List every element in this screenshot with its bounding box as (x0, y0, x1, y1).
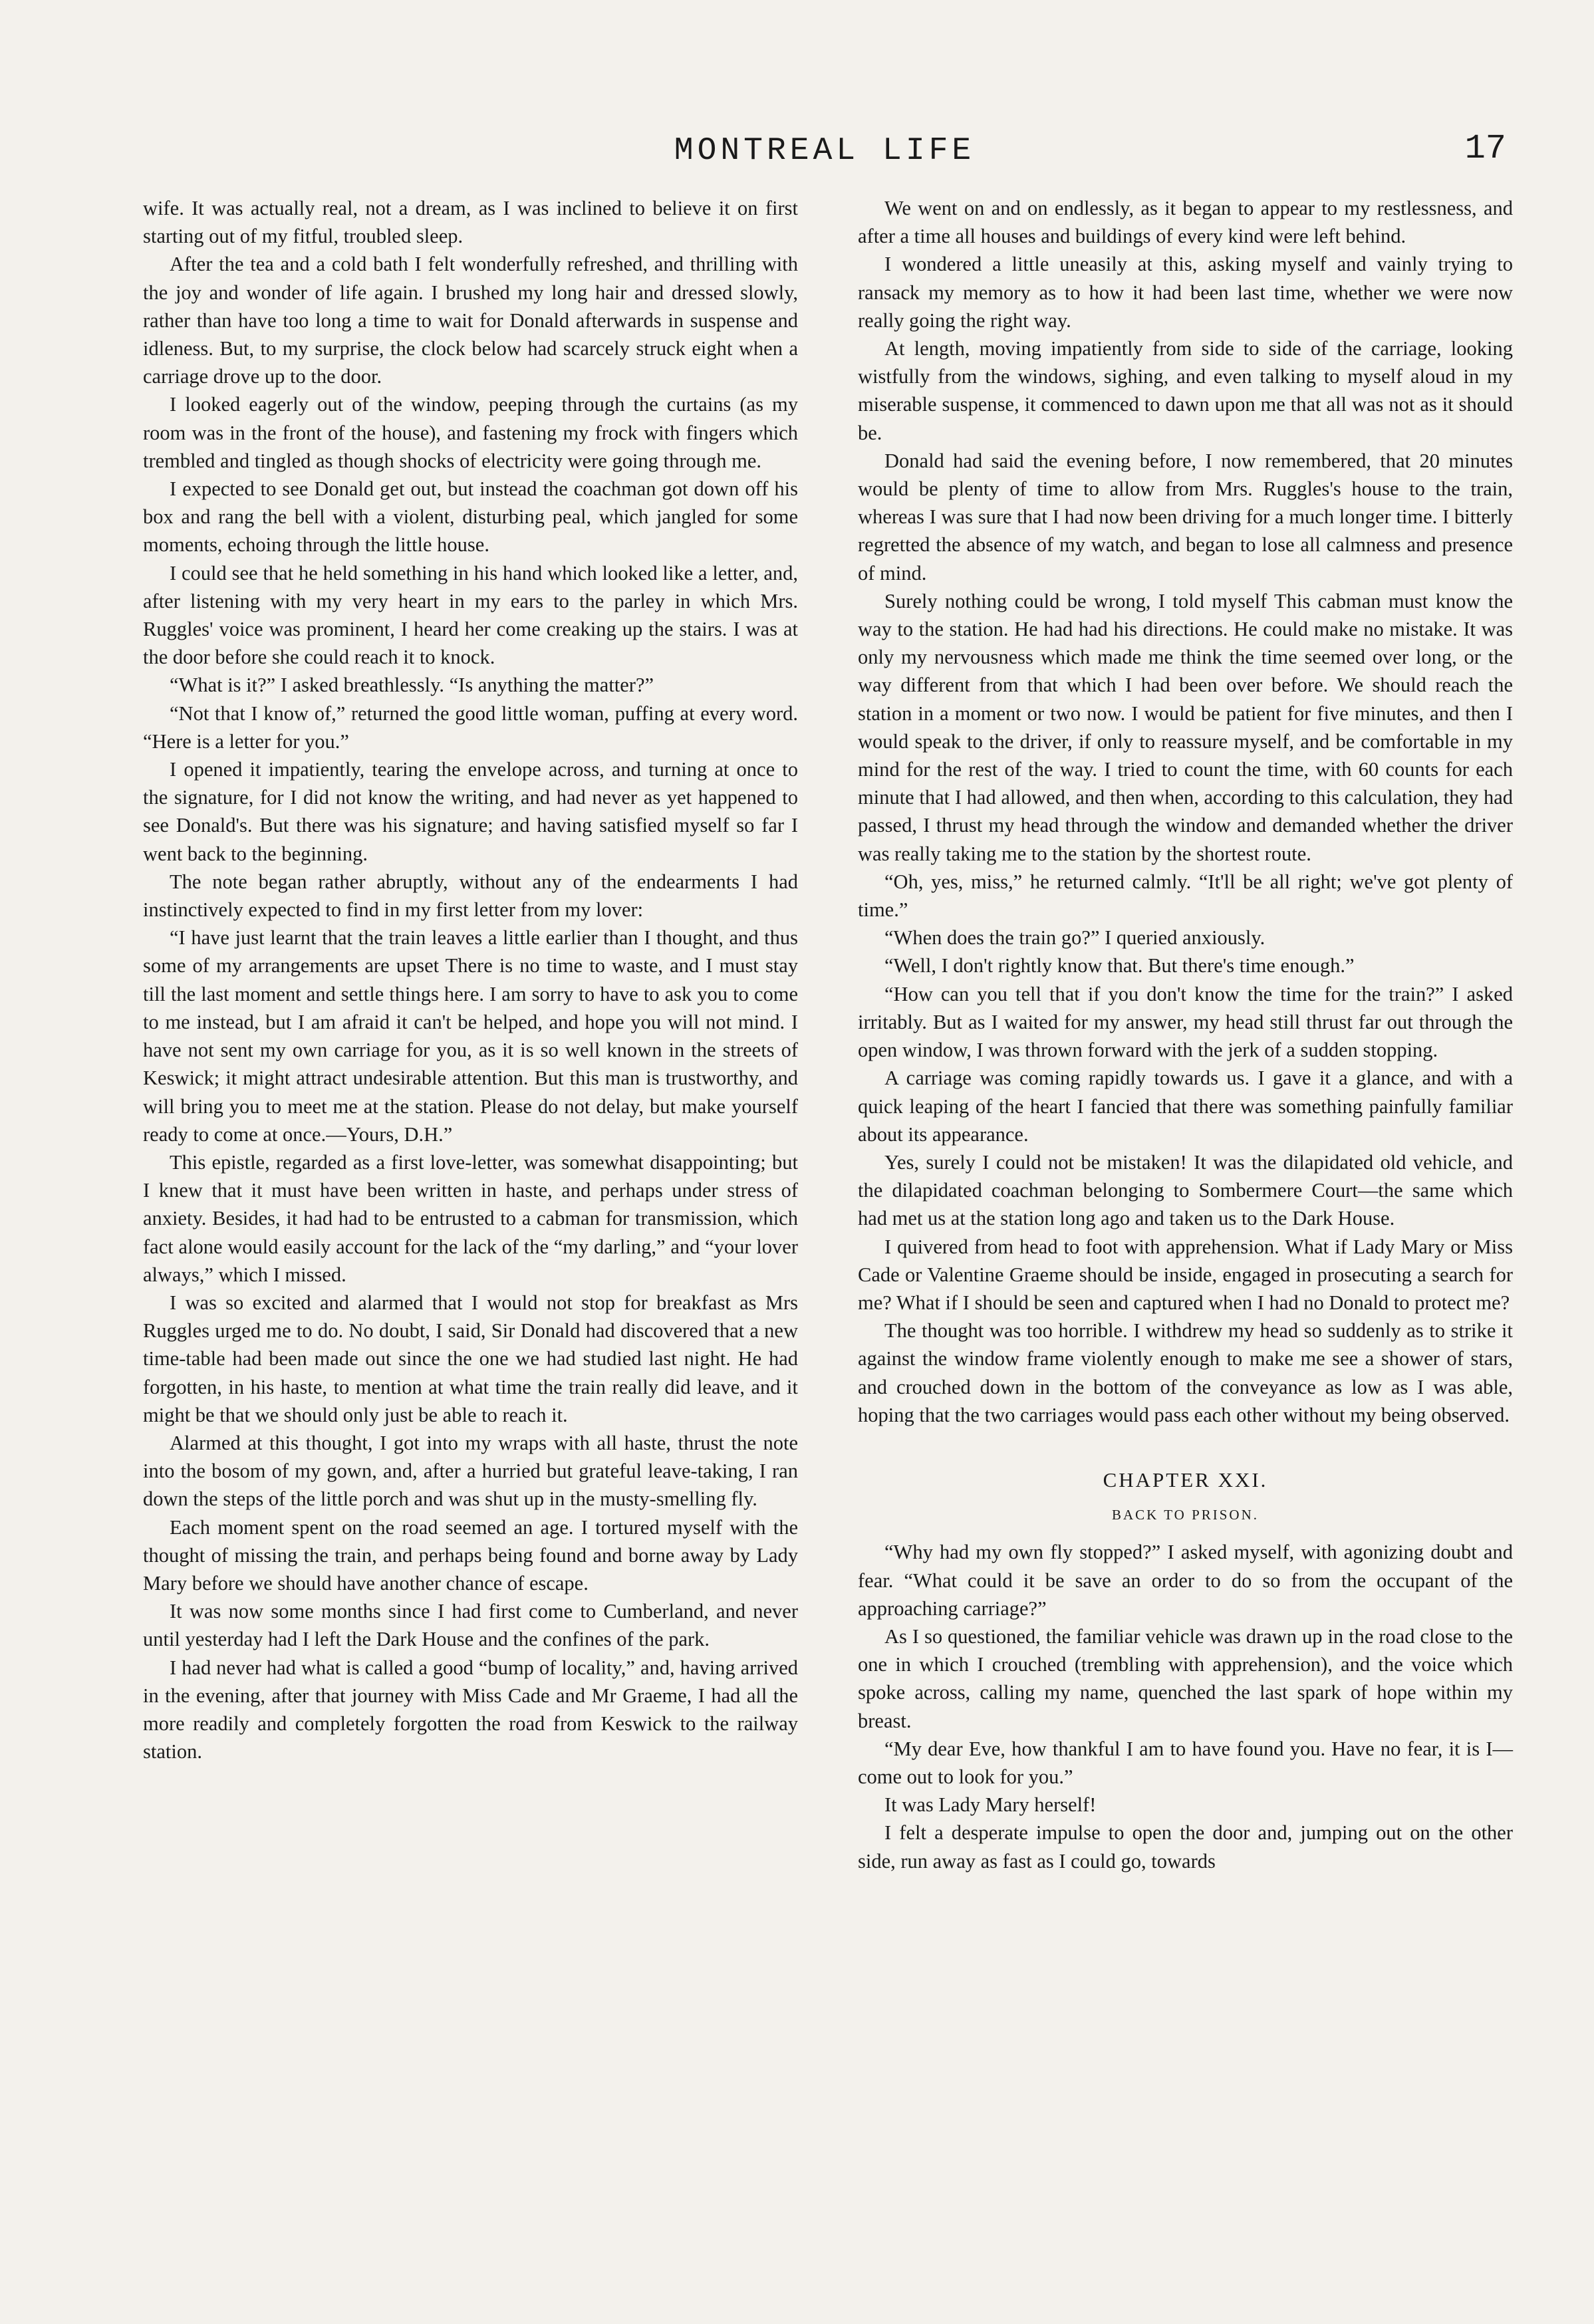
paragraph: “Oh, yes, miss,” he returned calmly. “It'll be all right; we've got plenty of time.” (858, 870, 1513, 922)
paragraph: I wondered a little uneasily at this, asking myself and vainly trying to ransack my memory as to how it had been last time, whether we were now really going the right way. (858, 253, 1513, 332)
paragraph: It was Lady Mary herself! (884, 1793, 1097, 1817)
paragraph: “My dear Eve, how thankful I am to have found you. Have no fear, it is I—come out to look for you.” (858, 1737, 1513, 1788)
page-header (140, 126, 1510, 180)
paragraph: I expected to see Donald get out, but instead the coachman got down off his box and rang the bell with a violent, disturbing peal, which jangled for some moments, echoing through the little house. (143, 477, 798, 557)
paragraph: It was now some months since I had first come to Cumberland, and never until yesterday had I left the Dark House and the confines of the park. (143, 1600, 798, 1651)
paragraph: The thought was too horrible. I withdrew my head so suddenly as to strike it against the window frame violently enough to make me see a shower of stars, and crouched down in the bottom of the conveyance as low as I was able, hoping that the two carriages would pass each other without my being observed. (858, 1319, 1513, 1426)
paragraph: “When does the train go?” I queried anxiously. (884, 926, 1265, 950)
paragraph: “Not that I know of,” returned the good little woman, puffing at every word. “Here is a letter for you.” (143, 702, 798, 753)
paragraph: “What is it?” I asked breathlessly. “Is anything the matter?” (170, 674, 654, 697)
page-number: 17 (1464, 129, 1506, 168)
paragraph: “Why had my own fly stopped?” I asked myself, with agonizing doubt and fear. “What could it be save an order to do so from the occupant of the approaching carriage?” (858, 1541, 1513, 1620)
paragraph: Alarmed at this thought, I got into my wraps with all haste, thrust the note into the bosom of my gown, and, after a hurried but grateful leave-taking, I ran down the steps of the little porch and was shut up in the musty-smelling fly. (143, 1431, 798, 1511)
paragraph: Yes, surely I could not be mistaken! It was the dilapidated old vehicle, and the dilapidated coachman belonging to Sombermere Court—the same which had met us at the station long ago and taken us to the Dark House. (858, 1150, 1513, 1230)
running-title: MONTREAL LIFE (674, 133, 976, 169)
left-column (143, 194, 798, 1765)
paragraph: I was so excited and alarmed that I would not stop for breakfast as Mrs Ruggles urged me to do. No doubt, I said, Sir Donald had discovered that a new time-table had been made out since the one we had studied last night. He had forgotten, in his haste, to mention at what time the train really did leave, and it might be that we should only just be able to reach it. (143, 1291, 798, 1426)
paragraph: I looked eagerly out of the window, peeping through the curtains (as my room was in the front of the house), and fastening my frock with fingers which trembled and tingled as though shocks of electricity were going through me. (143, 393, 798, 472)
paragraph: I quivered from head to foot with apprehension. What if Lady Mary or Miss Cade or Valentine Graeme should be inside, engaged in prosecuting a search for me? What if I should be seen and captured when I had no Donald to protect me? (858, 1235, 1513, 1314)
paragraph: “Well, I don't rightly know that. But there's time enough.” (884, 954, 1355, 977)
paragraph: wife. It was actually real, not a dream, as I was inclined to believe it on first starting out of my fitful, troubled sleep. (143, 197, 798, 248)
paragraph: Each moment spent on the road seemed an age. I tortured myself with the thought of missing the train, and perhaps being found and borne away by Lady Mary before we should have another chance of escape. (143, 1515, 798, 1595)
paragraph: I opened it impatiently, tearing the envelope across, and turning at once to the signature, for I did not know the writing, and had never as yet happened to see Donald's. But there was his signature; and having satisfied myself so far I went back to the beginning. (143, 758, 798, 865)
chapter-subtitle: BACK TO PRISON. (1111, 1507, 1260, 1523)
paragraph: This epistle, regarded as a first love-letter, was somewhat disappointing; but I knew that it must have been written in haste, and perhaps under stress of anxiety. Besides, it had had to be entrusted to a cabman for transmission, which fact alone would easily account for the lack of the “my darling,” and “your lover always,” which I missed. (143, 1150, 798, 1286)
paragraph: After the tea and a cold bath I felt wonderfully refreshed, and thrilling with the joy and wonder of life again. I brushed my long hair and dressed slowly, rather than have too long a time to wait for Donald afterwards in suspense and idleness. But, to my surprise, the clock below had scarcely struck eight when a carriage drove up to the door. (143, 253, 798, 388)
paragraph: “How can you tell that if you don't know the time for the train?” I asked irritably. But as I waited for my answer, my head still thrust far out through the open window, I was thrown forward with the jerk of a sudden stopping. (858, 982, 1513, 1062)
paragraph: A carriage was coming rapidly towards us. I gave it a glance, and with a quick leaping of the heart I fancied that there was something painfully familiar about its appearance. (858, 1067, 1513, 1146)
paragraph: We went on and on endlessly, as it began to appear to my restlessness, and after a time all houses and buildings of every kind were left behind. (858, 197, 1513, 248)
paragraph: As I so questioned, the familiar vehicle was drawn up in the road close to the one in which I crouched (trembling with apprehension), and the voice which spoke across, calling my name, quenched the last spark of hope within my breast. (858, 1624, 1513, 1732)
paragraph: I felt a desperate impulse to open the door and, jumping out on the other side, run away as fast as I could go, towards (858, 1821, 1513, 1872)
paragraph: At length, moving impatiently from side to side of the carriage, looking wistfully from the windows, sighing, and even talking to myself aloud in my miserable suspense, it commenced to dawn upon me that all was not as it should be. (858, 337, 1513, 444)
paragraph: Donald had said the evening before, I now remembered, that 20 minutes would be plenty of time to allow from Mrs. Ruggles's house to the train, whereas I was sure that I had now been driving for a much longer time. I bitterly regretted the absence of my watch, and began to lose all calmness and presence of mind. (858, 449, 1513, 584)
paragraph: “I have just learnt that the train leaves a little earlier than I thought, and thus some of my arrangements are upset There is no time to waste, and I must stay till the last moment and settle things here. I am sorry to have to ask you to come to me instead, but I am afraid it can't be helped, and hope you will not mind. I have not sent my own carriage for you, as it is so well known in the streets of Keswick; it might attract undesirable attention. But this man is trustworthy, and will bring you to meet me at the station. Please do not delay, but make yourself ready to come at once.—Yours, D.H.” (143, 926, 798, 1146)
paragraph: Surely nothing could be wrong, I told myself This cabman must know the way to the station. He had had his directions. He could make no mistake. It was only my nervousness which made me think the time seemed over long, or the way different from that which I had been over before. We should reach the station in a moment or two now. I would be patient for five minutes, and then I would speak to the driver, if only to reassure myself, and be comfortable in my mind for the rest of the way. I tried to count the time, with 60 counts for each minute that I had allowed, and then when, according to this calculation, they had passed, I thrust my head through the window and demanded whether the driver was really taking me to the station by the shortest route. (858, 589, 1513, 865)
paragraph: I had never had what is called a good “bump of locality,” and, having arrived in the evening, after that journey with Miss Cade and Mr Graeme, I had all the more readily and completely forgotten the road from Keswick to the railway station. (143, 1656, 798, 1763)
paragraph: The note began rather abruptly, without any of the endearments I had instinctively expected to find in my first letter from my lover: (143, 870, 798, 922)
right-column (858, 194, 1513, 1875)
paragraph: I could see that he held something in his hand which looked like a letter, and, after listening with my very heart in my ears to the parley in which Mrs. Ruggles' voice was prominent, I heard her come creaking up the stairs. I was at the door before she could reach it to knock. (143, 561, 798, 669)
chapter-heading: CHAPTER XXI. (1103, 1468, 1268, 1491)
